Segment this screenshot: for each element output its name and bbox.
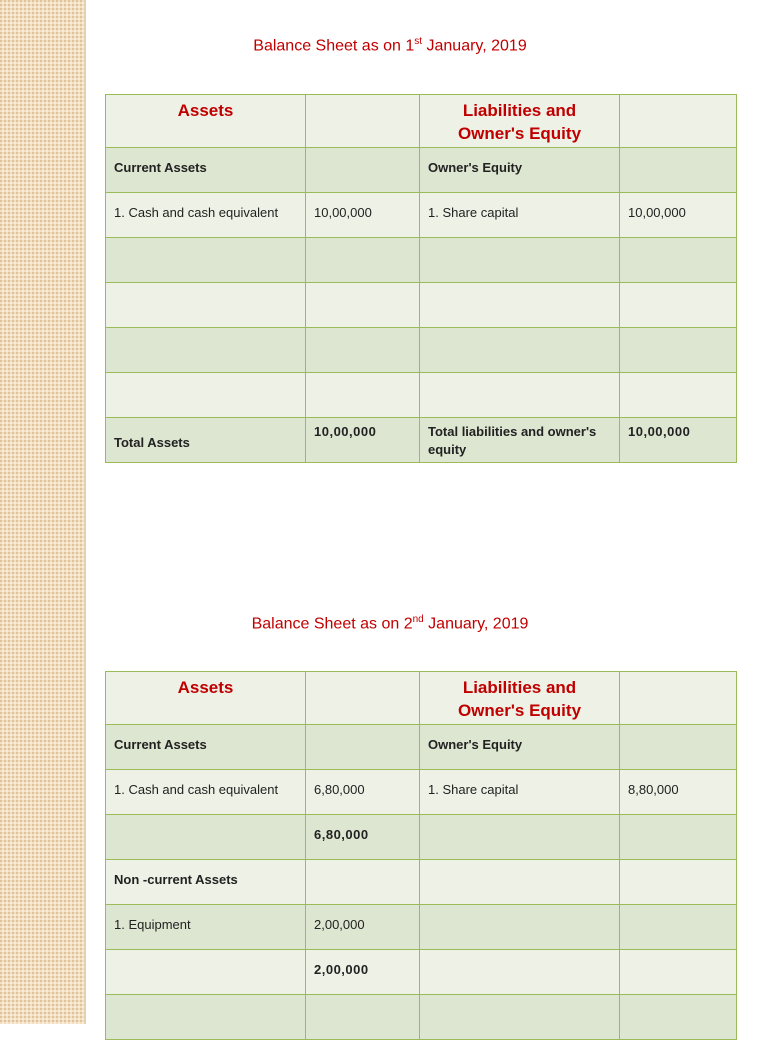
empty-cell (306, 283, 420, 328)
section-label: Current Assets (106, 148, 306, 193)
table-header-row (106, 95, 737, 148)
empty-cell (620, 905, 737, 950)
total-liabilities-value: 10,00,000 (620, 418, 737, 463)
empty-cell (306, 860, 420, 905)
empty-cell (420, 905, 620, 950)
amount-cell: 2,00,000 (306, 905, 420, 950)
empty-cell (620, 860, 737, 905)
empty-cell (106, 283, 306, 328)
balance-sheet-title-2: Balance Sheet as on 2nd January, 2019 (251, 614, 529, 633)
assets-header: Assets (106, 95, 306, 148)
empty-cell (106, 815, 306, 860)
amount-cell (620, 148, 737, 193)
section-label: Owner's Equity (420, 148, 620, 193)
table-row (106, 860, 737, 905)
empty-cell (420, 373, 620, 418)
amount-cell: 10,00,000 (306, 193, 420, 238)
empty-cell (306, 373, 420, 418)
empty-cell (620, 328, 737, 373)
balance-sheet-table-2 (105, 671, 737, 1040)
empty-cell (420, 328, 620, 373)
item-label: 1. Share capital (420, 193, 620, 238)
liabilities-header: Liabilities and Owner's Equity (420, 95, 620, 148)
table-row (106, 770, 737, 815)
amount-cell (620, 725, 737, 770)
total-row (106, 418, 737, 463)
subtotal-value: 6,80,000 (306, 815, 420, 860)
empty-cell (420, 995, 620, 1040)
empty-cell (420, 950, 620, 995)
total-assets-label: Total Assets (106, 418, 306, 463)
table-header-row (106, 672, 737, 725)
empty-cell (106, 238, 306, 283)
item-label: 1. Cash and cash equivalent (106, 770, 306, 815)
table-row (106, 373, 737, 418)
total-liabilities-label: Total liabilities and owner's equity (420, 418, 620, 463)
header-cell (620, 672, 737, 725)
empty-cell (420, 860, 620, 905)
table-row (106, 328, 737, 373)
empty-cell (306, 328, 420, 373)
item-label: 1. Share capital (420, 770, 620, 815)
empty-cell (306, 238, 420, 283)
table-row (106, 725, 737, 770)
header-cell (620, 95, 737, 148)
table-row (106, 815, 737, 860)
table-row (106, 238, 737, 283)
amount-cell: 6,80,000 (306, 770, 420, 815)
empty-cell (620, 283, 737, 328)
empty-cell (620, 950, 737, 995)
empty-cell (106, 373, 306, 418)
empty-cell (620, 995, 737, 1040)
empty-cell (620, 373, 737, 418)
section-label: Non -current Assets (106, 860, 306, 905)
balance-sheet-table-1 (105, 94, 737, 463)
header-cell (306, 672, 420, 725)
empty-cell (620, 815, 737, 860)
table-row (106, 950, 737, 995)
header-cell (306, 95, 420, 148)
liabilities-header: Liabilities and Owner's Equity (420, 672, 620, 725)
section-label: Owner's Equity (420, 725, 620, 770)
amount-cell: 8,80,000 (620, 770, 737, 815)
empty-cell (106, 995, 306, 1040)
empty-cell (620, 238, 737, 283)
amount-cell (306, 148, 420, 193)
table-row (106, 193, 737, 238)
table-row (106, 283, 737, 328)
table-row (106, 148, 737, 193)
amount-cell: 10,00,000 (620, 193, 737, 238)
decorative-side-strip (0, 0, 84, 1024)
amount-cell (306, 725, 420, 770)
section-label: Current Assets (106, 725, 306, 770)
assets-header: Assets (106, 672, 306, 725)
empty-cell (106, 950, 306, 995)
item-label: 1. Equipment (106, 905, 306, 950)
subtotal-value: 2,00,000 (306, 950, 420, 995)
empty-cell (420, 283, 620, 328)
total-assets-value: 10,00,000 (306, 418, 420, 463)
empty-cell (306, 995, 420, 1040)
table-row (106, 905, 737, 950)
empty-cell (106, 328, 306, 373)
table-row (106, 995, 737, 1040)
balance-sheet-title-1: Balance Sheet as on 1st January, 2019 (253, 36, 527, 55)
empty-cell (420, 815, 620, 860)
item-label: 1. Cash and cash equivalent (106, 193, 306, 238)
empty-cell (420, 238, 620, 283)
